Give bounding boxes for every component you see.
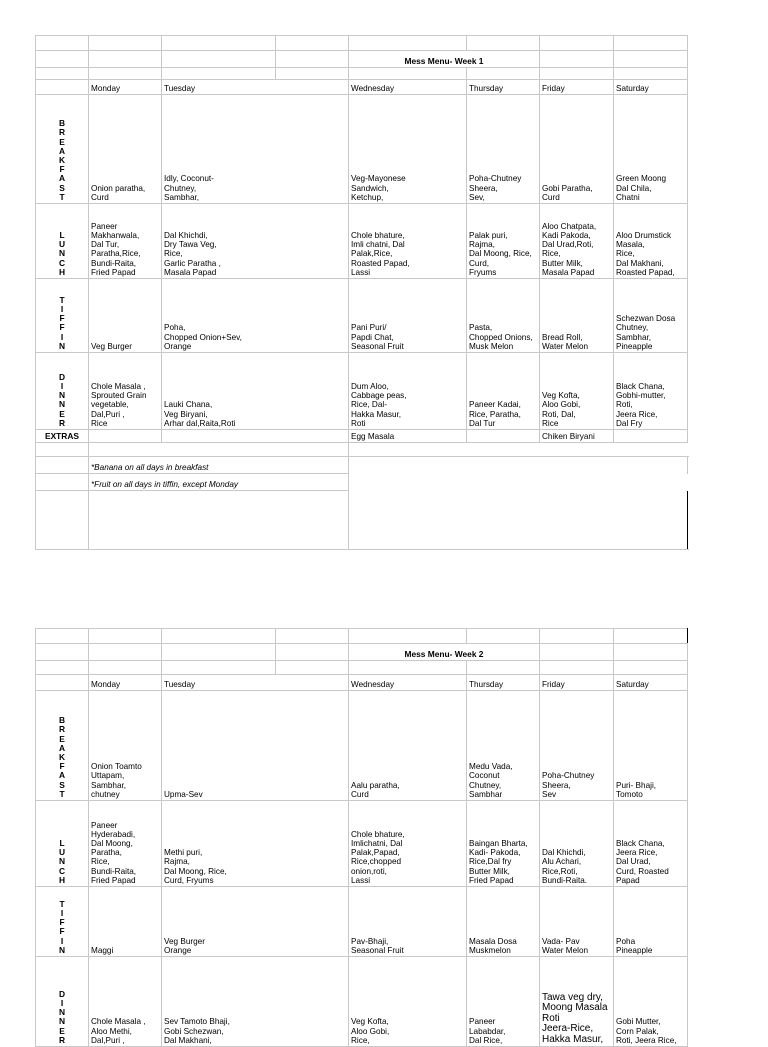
menu-item-line: Jeera-Rice, — [542, 1023, 594, 1034]
meal-label-breakfast: B R E A K F A S T — [36, 691, 89, 801]
menu-item-line: Sambhar, — [91, 780, 127, 790]
meal-label-tiffin: T I F F I N — [36, 279, 89, 353]
menu-cell-breakfast-friday — [540, 691, 614, 801]
menu-cell-dinner-tuesday — [162, 353, 349, 430]
meal-row-breakfast — [36, 95, 688, 204]
menu-item-line: Dal Urad,Roti, — [542, 240, 594, 250]
menu-item-line: Chopped Onions, — [469, 332, 533, 342]
menu-item-line: Bread Roll, — [542, 332, 583, 342]
week1-menu-sheet — [35, 35, 687, 550]
menu-item-line: Sambhar — [469, 789, 503, 799]
menu-item-line: Dal Khichdi, — [542, 848, 586, 858]
menu-item-line: chutney — [91, 789, 120, 799]
day-header-monday: Monday — [89, 80, 162, 95]
menu-item-line: Aloo Chatpata, — [542, 221, 597, 231]
menu-item-line: Roasted Papad, — [351, 258, 410, 268]
menu-item-line: Lauki Chana, — [164, 400, 213, 410]
menu-cell-lunch-wednesday — [349, 801, 467, 887]
menu-item-line: Jeera Rice, — [616, 848, 658, 858]
menu-item-line: Aloo Drumstick — [616, 230, 672, 240]
footnote-1: *Banana on all days in breakfast — [89, 457, 349, 474]
menu-item-line: Seasonal Fruit — [351, 945, 404, 955]
menu-item-line: Rice — [91, 418, 108, 428]
menu-item-line: Chole bhature, — [351, 230, 405, 240]
menu-item-line: Dal Tur — [469, 418, 496, 428]
menu-cell-lunch-saturday — [614, 801, 688, 887]
menu-cell-lunch-thursday — [467, 801, 540, 887]
menu-item-line: Bundi-Raita, — [91, 866, 137, 876]
menu-item-line: Sev — [542, 789, 557, 799]
menu-cell-tiffin-tuesday — [162, 887, 349, 957]
menu-cell-tiffin-monday — [89, 279, 162, 353]
menu-item-line: Dal Moong, Rice, — [164, 866, 227, 876]
menu-item-line: Masala Papad — [164, 267, 217, 277]
menu-cell-dinner-saturday — [614, 957, 688, 1047]
menu-item-line: Muskmelon — [469, 945, 511, 955]
meal-label-breakfast: B R E A K F A S T — [36, 95, 89, 204]
menu-item-line: Dal Makhani, — [616, 258, 664, 268]
menu-item-line: Water Melon — [542, 341, 589, 351]
menu-cell-breakfast-monday — [89, 95, 162, 204]
menu-item-line: Rice,Dal fry — [469, 857, 512, 867]
menu-cell-lunch-saturday — [614, 204, 688, 279]
menu-cell-breakfast-saturday — [614, 95, 688, 204]
menu-item-line: Tawa veg dry, — [542, 991, 603, 1003]
menu-item-line: Sambhar, — [164, 192, 200, 202]
menu-item-line: Pineapple — [616, 341, 653, 351]
menu-item-line: Rice, — [164, 249, 183, 259]
menu-item-line: Water Melon — [542, 945, 589, 955]
menu-item-line: Bundi-Raita, — [91, 258, 137, 268]
menu-item-line: Palak,Papad, — [351, 848, 400, 858]
week2-menu-table — [35, 628, 688, 1047]
menu-item-line: Roti — [542, 1012, 560, 1024]
menu-item-line: Arhar dal,Raita,Roti — [164, 418, 236, 428]
menu-item-line: Poha-Chutney — [469, 174, 522, 184]
menu-item-line: Dal Moong, Rice, — [469, 249, 532, 259]
menu-item-line: Musk Melon — [469, 341, 514, 351]
menu-item-line: Green Moong — [616, 174, 667, 184]
day-header-thursday: Thursday — [467, 80, 540, 95]
menu-item-line: Idly, Coconut- — [164, 174, 214, 184]
menu-item-line: Veg-Mayonese — [351, 174, 406, 184]
menu-item-line: Lassi — [351, 267, 371, 277]
menu-cell-lunch-wednesday — [349, 204, 467, 279]
day-header-thursday: Thursday — [467, 675, 540, 691]
menu-item-line: Aalu paratha, — [351, 780, 400, 790]
menu-item-line: Curd, — [469, 258, 490, 268]
menu-item-line: Black Chana, — [616, 838, 665, 848]
menu-item-line: Rice, — [616, 249, 635, 259]
extras-cell-tuesday — [162, 430, 349, 443]
menu-item-line: Moong Masala — [542, 1002, 608, 1013]
menu-item-line: Gobhi-mutter, — [616, 391, 666, 401]
menu-item-line: Chopped Onion+Sev, — [164, 332, 242, 342]
menu-item-line: Dal Fry — [616, 418, 643, 428]
menu-cell-dinner-thursday — [467, 353, 540, 430]
menu-item-line: Onion Toamto — [91, 762, 142, 772]
menu-item-line: Poha-Chutney — [542, 771, 595, 781]
menu-item-line: Rice, Paratha, — [469, 409, 521, 419]
menu-item-line: Rice — [542, 418, 559, 428]
week2-menu-sheet — [35, 628, 687, 1047]
menu-cell-dinner-wednesday — [349, 353, 467, 430]
menu-item-line: Uttapam, — [91, 771, 125, 781]
menu-item-line: Orange — [164, 945, 192, 955]
extras-cell-friday: Chiken Biryani — [540, 430, 614, 443]
menu-item-line: Chatni — [616, 192, 640, 202]
menu-item-line: Vada- Pav — [542, 936, 580, 946]
menu-item-line: Sev Tamoto Bhaji, — [164, 1017, 230, 1027]
menu-item-line: Tomoto — [616, 789, 643, 799]
menu-cell-lunch-thursday — [467, 204, 540, 279]
menu-cell-lunch-friday — [540, 801, 614, 887]
menu-item-line: Kadi- Pakoda, — [469, 848, 521, 858]
menu-item-line: Garlic Paratha , — [164, 258, 221, 268]
menu-item-line: Sambhar, — [616, 332, 652, 342]
menu-item-line: Rice, — [351, 1035, 370, 1045]
menu-item-line: Masala Dosa — [469, 936, 517, 946]
day-header-wednesday: Wednesday — [349, 80, 467, 95]
extras-cell-saturday — [614, 430, 688, 443]
menu-cell-lunch-tuesday — [162, 801, 349, 887]
menu-cell-tiffin-wednesday — [349, 279, 467, 353]
menu-item-line: Pav-Bhaji, — [351, 936, 389, 946]
day-header-wednesday: Wednesday — [349, 675, 467, 691]
menu-item-line: Veg Burger — [164, 936, 205, 946]
menu-item-line: Hakka Masur, — [351, 409, 402, 419]
menu-cell-breakfast-thursday — [467, 95, 540, 204]
menu-cell-breakfast-tuesday — [162, 691, 349, 801]
menu-item-line: Hyderabadi, — [91, 829, 136, 839]
menu-item-line: Roti, — [616, 400, 633, 410]
menu-item-line: Butter Milk, — [469, 866, 510, 876]
menu-item-line: Veg Kofta, — [351, 1017, 389, 1027]
menu-item-line: Palak puri, — [469, 230, 508, 240]
day-header-friday: Friday — [540, 675, 614, 691]
meal-label-dinner: D I N N E R — [36, 957, 89, 1047]
menu-item-line: Fried Papad — [91, 875, 136, 885]
menu-item-line: Rajma, — [164, 857, 190, 867]
week2-title: Mess Menu- Week 2 — [349, 644, 540, 661]
menu-cell-tiffin-saturday — [614, 887, 688, 957]
menu-cell-dinner-tuesday — [162, 957, 349, 1047]
menu-item-line: Palak,Rice, — [351, 249, 393, 259]
menu-cell-dinner-monday — [89, 957, 162, 1047]
menu-item-line: Dal Urad, — [616, 857, 651, 867]
menu-item-line: Curd — [91, 192, 109, 202]
menu-item-line: Coconut — [469, 771, 500, 781]
menu-item-line: Bundi-Raita. — [542, 875, 588, 885]
menu-item-line: Dal Rice, — [469, 1035, 503, 1045]
meal-row-lunch — [36, 801, 688, 887]
meal-label-lunch: L U N C H — [36, 801, 89, 887]
menu-item-line: Jeera Rice, — [616, 409, 658, 419]
menu-item-line: Roti, Jeera Rice, — [616, 1035, 677, 1045]
menu-item-line: Chole Masala , — [91, 1017, 146, 1027]
menu-item-line: Upma-Sev — [164, 789, 203, 799]
menu-item-line: Pani Puri/ — [351, 323, 387, 333]
menu-item-line: Sev, — [469, 192, 485, 202]
menu-cell-tiffin-friday — [540, 887, 614, 957]
menu-item-line: Lassi — [351, 875, 371, 885]
menu-cell-breakfast-thursday — [467, 691, 540, 801]
menu-item-line: Maggi — [91, 945, 114, 955]
menu-item-line: Dal Moong, — [91, 838, 133, 848]
day-header-saturday: Saturday — [614, 675, 688, 691]
extras-cell-monday — [89, 430, 162, 443]
menu-cell-dinner-thursday — [467, 957, 540, 1047]
menu-item-line: Veg Kofta, — [542, 391, 580, 401]
menu-item-line: Baingan Bharta, — [469, 838, 528, 848]
menu-item-line: Papad — [616, 875, 640, 885]
menu-cell-lunch-monday — [89, 204, 162, 279]
menu-cell-tiffin-thursday — [467, 279, 540, 353]
menu-item-line: Cabbage peas, — [351, 391, 407, 401]
menu-cell-lunch-tuesday — [162, 204, 349, 279]
menu-item-line: Paneer — [91, 820, 118, 830]
menu-item-line: Alu Achari, — [542, 857, 582, 867]
menu-item-line: Dum Aloo, — [351, 381, 389, 391]
week1-title: Mess Menu- Week 1 — [349, 51, 540, 68]
menu-item-line: Methi puri, — [164, 848, 203, 858]
menu-item-line: Aloo Methi, — [91, 1026, 132, 1036]
menu-item-line: Rajma, — [469, 240, 495, 250]
menu-item-line: Seasonal Fruit — [351, 341, 404, 351]
menu-item-line: Fried Papad — [91, 267, 136, 277]
menu-item-line: Dal Makhani, — [164, 1035, 212, 1045]
extras-cell-wednesday: Egg Masala — [349, 430, 467, 443]
meal-row-dinner — [36, 353, 688, 430]
menu-cell-tiffin-friday — [540, 279, 614, 353]
menu-item-line: Dal Tur, — [91, 240, 120, 250]
day-header-monday: Monday — [89, 675, 162, 691]
menu-item-line: Fryums — [469, 267, 497, 277]
menu-item-line: Dal,Puri , — [91, 1035, 125, 1045]
menu-cell-tiffin-tuesday — [162, 279, 349, 353]
menu-item-line: Butter Milk, — [542, 258, 583, 268]
menu-item-line: Paneer Kadai, — [469, 400, 521, 410]
menu-item-line: Veg Biryani, — [164, 409, 208, 419]
menu-item-line: Chole Masala , — [91, 381, 146, 391]
day-header-tuesday: Tuesday — [162, 675, 349, 691]
day-header-saturday: Saturday — [614, 80, 688, 95]
menu-item-line: Masala, — [616, 240, 645, 250]
menu-item-line: Poha — [616, 936, 636, 946]
menu-item-line: Corn Palak, — [616, 1026, 659, 1036]
menu-item-line: Imlichatni, Dal — [351, 838, 403, 848]
meal-row-tiffin — [36, 279, 688, 353]
menu-item-line: Dal,Puri , — [91, 409, 125, 419]
menu-cell-breakfast-friday — [540, 95, 614, 204]
menu-item-line: Curd — [351, 789, 369, 799]
menu-item-line: Lababdar, — [469, 1026, 506, 1036]
menu-cell-dinner-friday — [540, 957, 614, 1047]
menu-item-line: Roti, Dal, — [542, 409, 576, 419]
menu-item-line: Sheera, — [542, 780, 571, 790]
header-corner-cell — [36, 80, 89, 95]
menu-item-line: Imli chatni, Dal — [351, 240, 405, 250]
menu-item-line: Gobi Schezwan, — [164, 1026, 224, 1036]
menu-item-line: Pasta, — [469, 323, 493, 333]
extras-cell-thursday — [467, 430, 540, 443]
menu-item-line: Kadi Pakoda, — [542, 230, 591, 240]
menu-item-line: Paneer — [91, 221, 118, 231]
menu-cell-breakfast-saturday — [614, 691, 688, 801]
header-corner-cell — [36, 675, 89, 691]
menu-cell-tiffin-saturday — [614, 279, 688, 353]
menu-item-line: Paratha,Rice, — [91, 249, 141, 259]
menu-item-line: Gobi Mutter, — [616, 1017, 661, 1027]
menu-item-line: vegetable, — [91, 400, 129, 410]
menu-item-line: Hakka Masur, — [542, 1033, 604, 1045]
menu-cell-breakfast-wednesday — [349, 95, 467, 204]
menu-item-line: Dry Tawa Veg, — [164, 240, 217, 250]
menu-cell-breakfast-wednesday — [349, 691, 467, 801]
menu-cell-dinner-wednesday — [349, 957, 467, 1047]
menu-item-line: Rice, Dal- — [351, 400, 387, 410]
menu-item-line: Aloo Gobi, — [351, 1026, 390, 1036]
menu-cell-breakfast-tuesday — [162, 95, 349, 204]
menu-item-line: Rice,Roti, — [542, 866, 578, 876]
menu-item-line: Rice,chopped — [351, 857, 402, 867]
meal-row-tiffin — [36, 887, 688, 957]
menu-cell-dinner-friday — [540, 353, 614, 430]
extras-row — [36, 430, 688, 443]
menu-item-line: Masala Papad — [542, 267, 595, 277]
menu-item-line: Chole bhature, — [351, 829, 405, 839]
menu-item-line: Chutney, — [164, 183, 197, 193]
menu-cell-breakfast-monday — [89, 691, 162, 801]
meal-label-dinner: D I N N E R — [36, 353, 89, 430]
menu-item-line: onion,roti, — [351, 866, 387, 876]
meal-label-lunch: L U N C H — [36, 204, 89, 279]
extras-label: EXTRAS — [36, 430, 89, 443]
menu-item-line: Sandwich, — [351, 183, 389, 193]
menu-item-line: Roti — [351, 418, 366, 428]
menu-cell-dinner-saturday — [614, 353, 688, 430]
menu-item-line: Ketchup, — [351, 192, 384, 202]
menu-item-line: Curd — [542, 192, 560, 202]
menu-item-line: Makhanwala, — [91, 230, 140, 240]
menu-item-line: Poha, — [164, 323, 186, 333]
menu-item-line: Sprouted Grain — [91, 391, 147, 401]
menu-item-line: Fried Papad — [469, 875, 514, 885]
menu-item-line: Medu Vada, — [469, 762, 513, 772]
menu-item-line: Paratha, — [91, 848, 122, 858]
menu-item-line: Pineapple — [616, 945, 653, 955]
menu-item-line: Sheera, — [469, 183, 498, 193]
meal-row-lunch — [36, 204, 688, 279]
footnote-2: *Fruit on all days in tiffin, except Monday — [89, 474, 349, 491]
menu-item-line: Puri- Bhaji, — [616, 780, 657, 790]
menu-cell-tiffin-wednesday — [349, 887, 467, 957]
menu-item-line: Onion paratha, — [91, 183, 146, 193]
menu-item-line: Curd, Roasted — [616, 866, 669, 876]
day-header-tuesday: Tuesday — [162, 80, 349, 95]
week1-menu-table — [35, 35, 688, 550]
menu-item-line: Roasted Papad, — [616, 267, 675, 277]
menu-item-line: Chutney, — [469, 780, 502, 790]
menu-item-line: Dal Khichdi, — [164, 230, 208, 240]
menu-item-line: Gobi Paratha, — [542, 183, 593, 193]
menu-item-line: Orange — [164, 341, 192, 351]
meal-label-tiffin: T I F F I N — [36, 887, 89, 957]
menu-item-line: Dal Chila, — [616, 183, 652, 193]
menu-item-line: Rice, — [542, 249, 561, 259]
meal-row-breakfast — [36, 691, 688, 801]
menu-cell-tiffin-thursday — [467, 887, 540, 957]
menu-item-line: Chutney, — [616, 323, 649, 333]
menu-item-line: Paneer — [469, 1017, 496, 1027]
day-header-friday: Friday — [540, 80, 614, 95]
menu-cell-lunch-friday — [540, 204, 614, 279]
menu-cell-dinner-monday — [89, 353, 162, 430]
menu-cell-lunch-monday — [89, 801, 162, 887]
menu-item-line: Black Chana, — [616, 381, 665, 391]
menu-item-line: Veg Burger — [91, 341, 132, 351]
menu-item-line: Curd, Fryums — [164, 875, 214, 885]
menu-item-line: Schezwan Dosa — [616, 314, 676, 324]
menu-item-line: Papdi Chat, — [351, 332, 394, 342]
menu-cell-tiffin-monday — [89, 887, 162, 957]
menu-item-line: Aloo Gobi, — [542, 400, 581, 410]
menu-item-line: Rice, — [91, 857, 110, 867]
meal-row-dinner — [36, 957, 688, 1047]
